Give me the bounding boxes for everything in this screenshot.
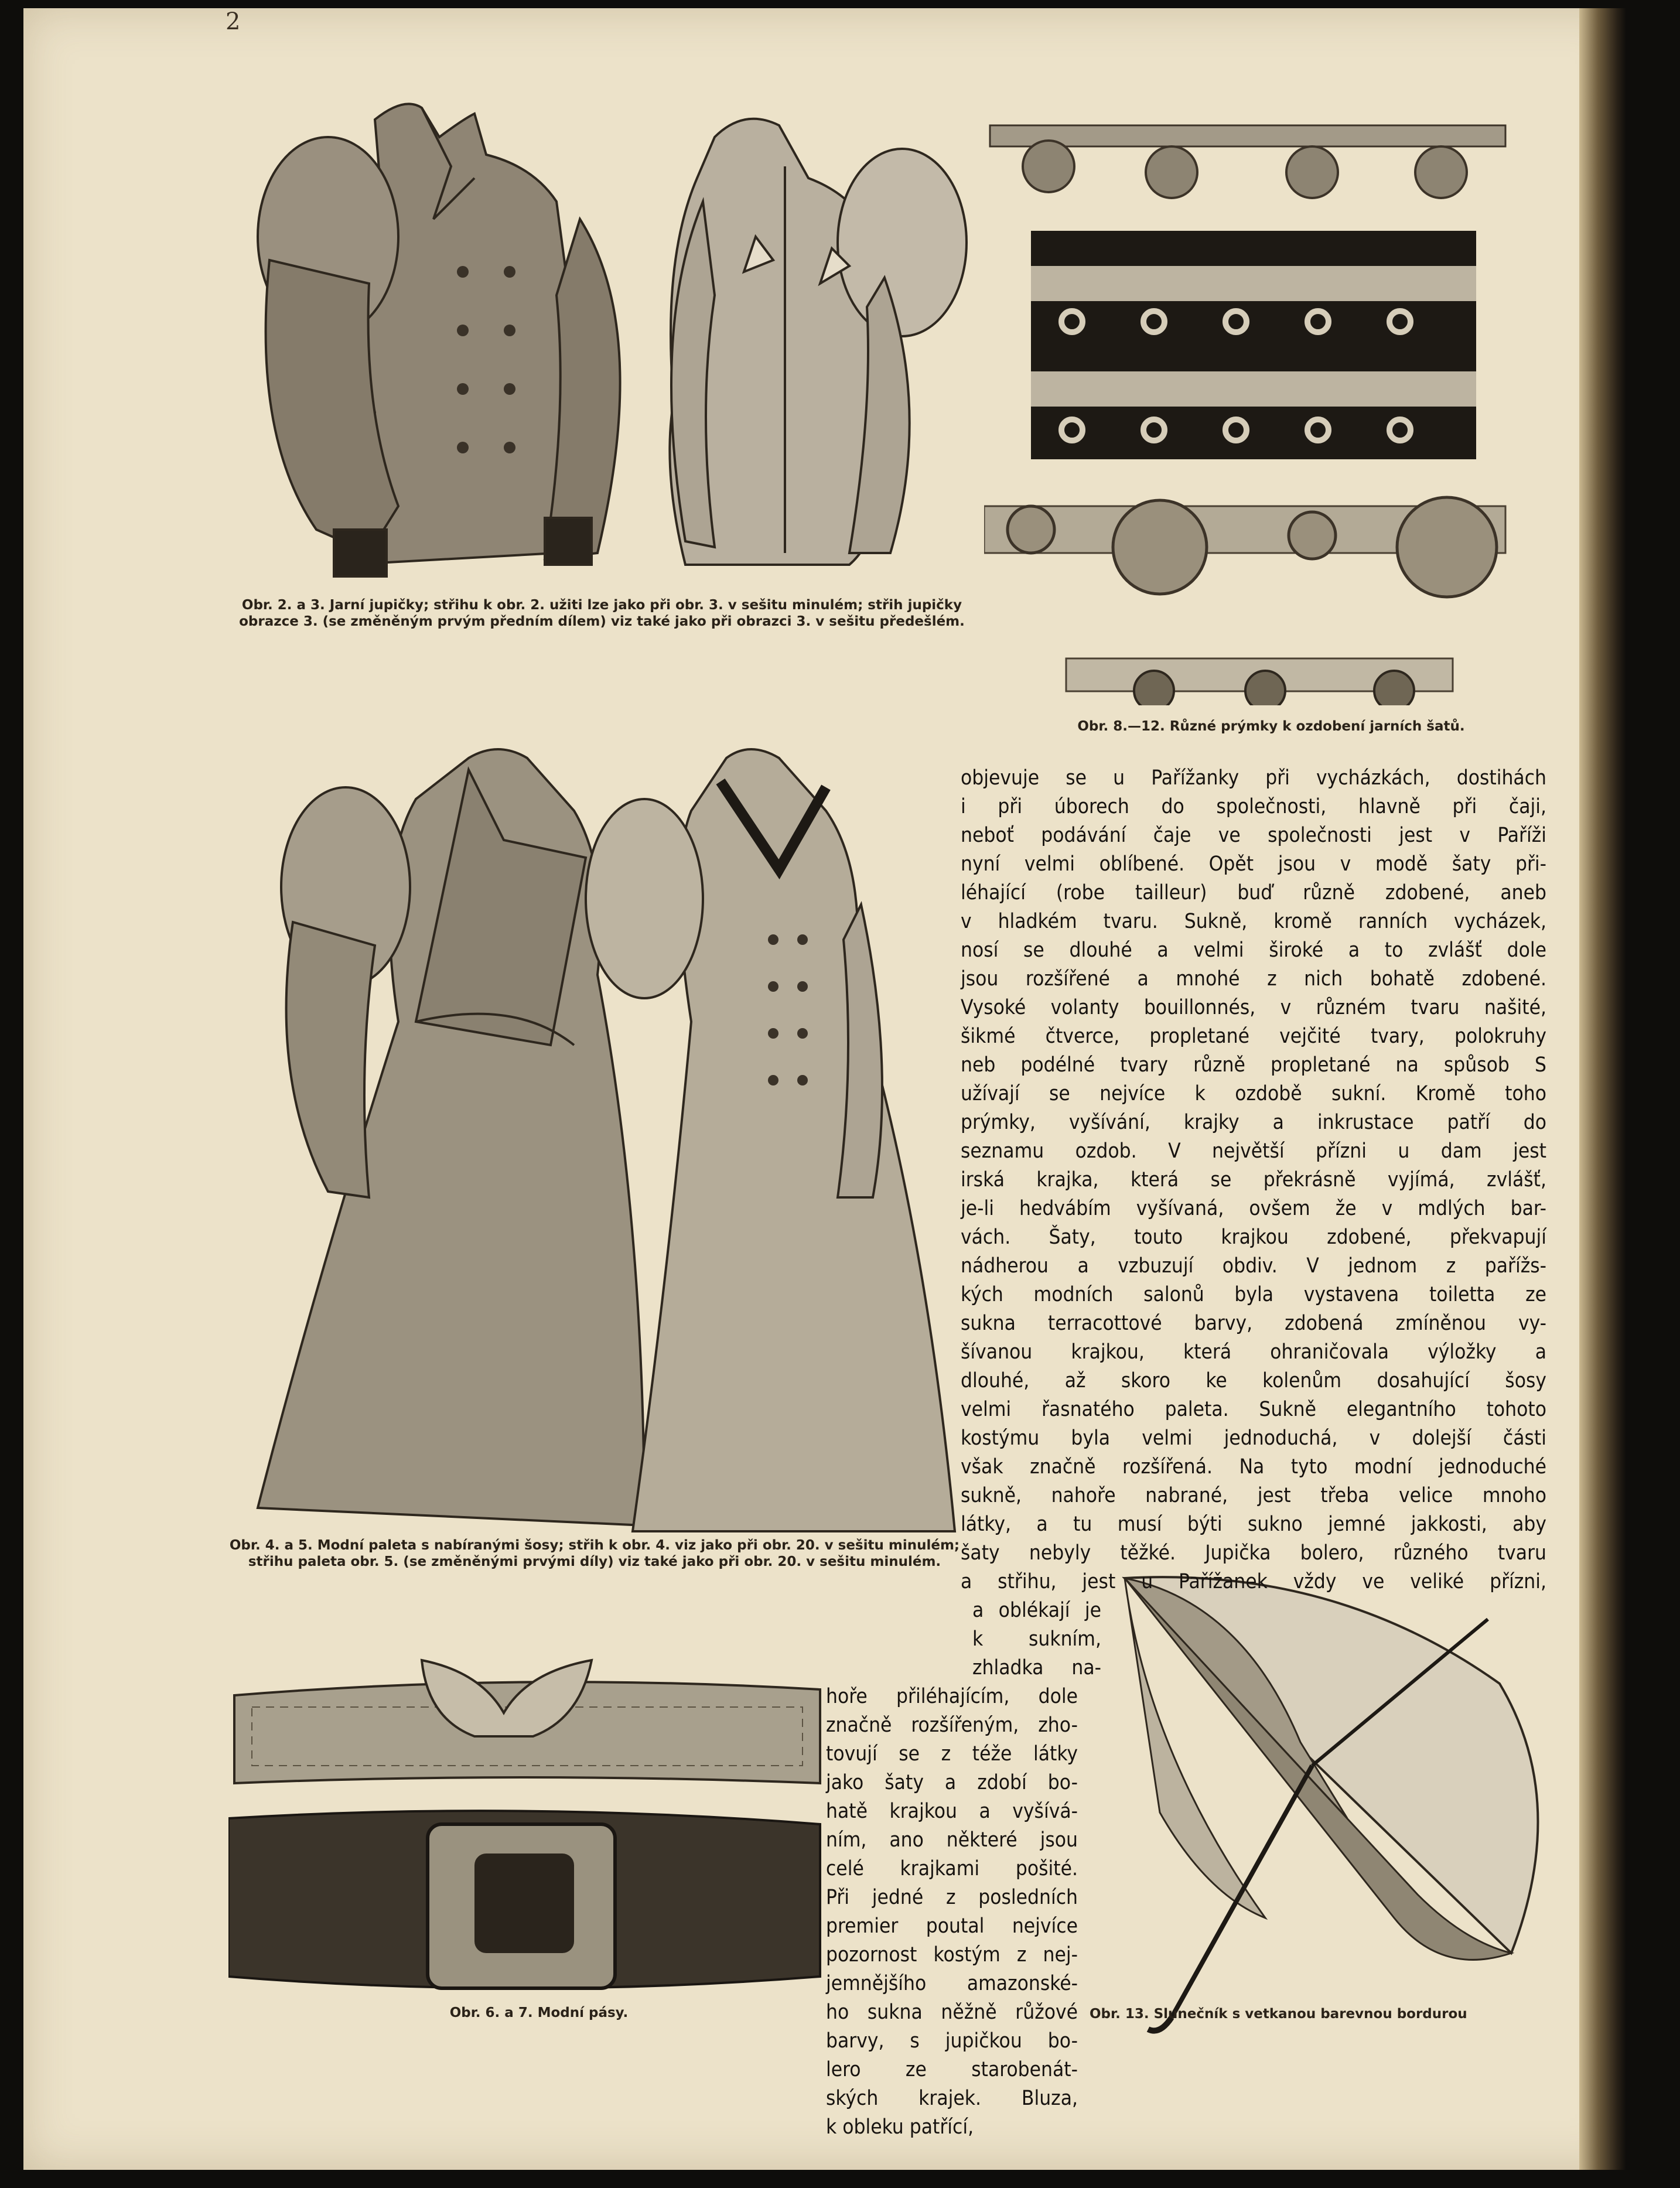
article-line: šikmé čtverce, propletané vejčité tvary, polokruhy bbox=[961, 1025, 1546, 1048]
coat-left bbox=[258, 749, 644, 1525]
article-line: velmi řasnatého paleta. Sukně elegantního tohoto bbox=[961, 1398, 1546, 1421]
belts-caption: Obr. 6. a 7. Modní pásy. bbox=[449, 2005, 629, 2020]
article-line: k obleku patřící, bbox=[826, 2115, 974, 2139]
parasol-illustration bbox=[1090, 1566, 1546, 2047]
article-line: nádherou a vzbuzují obdiv. V jednom z pařížs- bbox=[961, 1254, 1546, 1278]
article-line: šívanou krajkou, která ohraničovala výložky a bbox=[961, 1340, 1546, 1364]
belt-top bbox=[234, 1660, 820, 1783]
article-line: dlouhé, až skoro ke kolenům dosahující šosy bbox=[961, 1369, 1546, 1392]
article-line: užívají se nejvíce k ozdobě sukní. Kromě toho bbox=[961, 1082, 1546, 1105]
trim-3 bbox=[984, 497, 1505, 597]
article-line: irská krajka, která se překrásně vyjímá, zvlášť, bbox=[961, 1168, 1546, 1192]
article-line: léhající (robe tailleur) buď různě zdobené, aneb bbox=[961, 881, 1546, 904]
article-line: lero ze starobenát- bbox=[826, 2058, 1078, 2081]
article-line: k sukním, bbox=[972, 1627, 1101, 1651]
coats-illustration bbox=[223, 694, 984, 1537]
article-line: jsou rozšířené a mnohé z nich bohatě zdobené. bbox=[961, 967, 1546, 991]
article-line: celé krajkami pošité. bbox=[826, 1857, 1078, 1880]
article-line: sukně, nahoře nabrané, jest třeba velice mnoho bbox=[961, 1484, 1546, 1507]
article-line: kostýmu byla velmi jednoduchá, v dolejší části bbox=[961, 1426, 1546, 1450]
belts-illustration bbox=[228, 1648, 826, 2023]
jackets-illustration bbox=[228, 84, 1008, 600]
article-line: Vysoké volanty bouillonnés, v různém tvaru našité, bbox=[961, 996, 1546, 1019]
article-line: kých modních salonů byla vystavena toiletta ze bbox=[961, 1283, 1546, 1306]
article-line: ských krajek. Bluza, bbox=[826, 2087, 1078, 2110]
article-line: je-li hedvábím vyšívaná, ovšem že v mdlých bar- bbox=[961, 1197, 1546, 1220]
article-line: a střihu, jest u Pařížanek vždy ve veliké přízni, bbox=[961, 1570, 1546, 1593]
trim-1 bbox=[990, 125, 1505, 198]
article-line: prýmky, vyšívání, krajky a inkrustace patří do bbox=[961, 1111, 1546, 1134]
article-line: však značně rozšířená. Na tyto modní jednoduché bbox=[961, 1455, 1546, 1479]
coats-caption: Obr. 4. a 5. Modní paleta s nabíranými šosy; střih k obr. 4. viz jako při obr. 20. v sešitu minulém; střihu paleta obr. 5. (se změněnými prvými díly) viz také jako při obr. 20. v sešitu minulém. bbox=[229, 1538, 960, 1569]
article-line: zhladka na- bbox=[972, 1656, 1101, 1680]
article-line: značně rozšířeným, zho- bbox=[826, 1713, 1078, 1737]
article-side-column bbox=[826, 1682, 1078, 2142]
trim-2 bbox=[1031, 231, 1476, 459]
article-line: jemnějšího amazonské- bbox=[826, 1972, 1078, 1995]
article-line: ním, ano některé jsou bbox=[826, 1828, 1078, 1852]
article-narrow-lines bbox=[972, 1596, 1101, 1682]
page-edge-shadow bbox=[1579, 8, 1626, 2170]
trims-caption: Obr. 8.—12. Různé prýmky k ozdobení jarních šatů. bbox=[1077, 719, 1465, 734]
article-line: nyní velmi oblíbené. Opět jsou v modě šaty při- bbox=[961, 852, 1546, 876]
article-line: i při úborech do společnosti, hlavně při čaji, bbox=[961, 795, 1546, 818]
article-line: v hladkém tvaru. Sukně, kromě ranních vycházek, bbox=[961, 910, 1546, 933]
article-line: neboť podávání čaje ve společnosti jest v Paříži bbox=[961, 824, 1546, 847]
article-line: hatě krajkou a vyšívá- bbox=[826, 1800, 1078, 1823]
article-line: šaty nebyly těžké. Jupička bolero, různého tvaru bbox=[961, 1541, 1546, 1565]
jacket-left bbox=[258, 104, 620, 576]
article-line: hoře přiléhajícím, dole bbox=[826, 1685, 1078, 1708]
belt-bottom bbox=[228, 1811, 820, 1988]
article-line: ho sukna něžně růžové bbox=[826, 2001, 1078, 2024]
article-line: barvy, s jupičkou bo- bbox=[826, 2029, 1078, 2053]
article-line: pozornost kostým z nej- bbox=[826, 1943, 1078, 1967]
trim-4 bbox=[1066, 658, 1453, 705]
article-main-column bbox=[961, 764, 1546, 1596]
article-line: Při jedné z posledních bbox=[826, 1886, 1078, 1909]
article-line: jako šaty a zdobí bo- bbox=[826, 1771, 1078, 1794]
article-line: vách. Šaty, touto krajkou zdobené, překvapují bbox=[961, 1226, 1546, 1249]
article-line: tovují se z téže látky bbox=[826, 1742, 1078, 1766]
article-line: a oblékají je bbox=[972, 1599, 1101, 1622]
article-line: sukna terracottové barvy, zdobená zmíněnou vy- bbox=[961, 1312, 1546, 1335]
trims-illustration bbox=[984, 114, 1535, 705]
page-number: 2 bbox=[226, 8, 241, 35]
article-line: seznamu ozdob. V největší přízni u dam jest bbox=[961, 1139, 1546, 1163]
jackets-caption: Obr. 2. a 3. Jarní jupičky; střihu k obr. 2. užiti lze jako při obr. 3. v sešitu minulém; střih jupičky obrazce 3. (se změněným prvým předním dílem) viz také jako při obrazci 3. v sešitu předešlém. bbox=[239, 598, 965, 629]
article-line: objevuje se u Pařížanky při vycházkách, dostihách bbox=[961, 766, 1546, 790]
article-line: nosí se dlouhé a velmi široké a to zvlášť dole bbox=[961, 938, 1546, 962]
magazine-page bbox=[23, 8, 1626, 2170]
article-line: neb podélné tvary různě propletané na spůsob S bbox=[961, 1053, 1546, 1077]
parasol-caption: Obr. 13. Slunečník s vetkanou barevnou bordurou bbox=[1090, 2006, 1467, 2022]
article-line: látky, a tu musí býti sukno jemné jakkosti, aby bbox=[961, 1513, 1546, 1536]
article-line: premier poutal nejvíce bbox=[826, 1914, 1078, 1938]
jacket-right bbox=[670, 119, 967, 565]
